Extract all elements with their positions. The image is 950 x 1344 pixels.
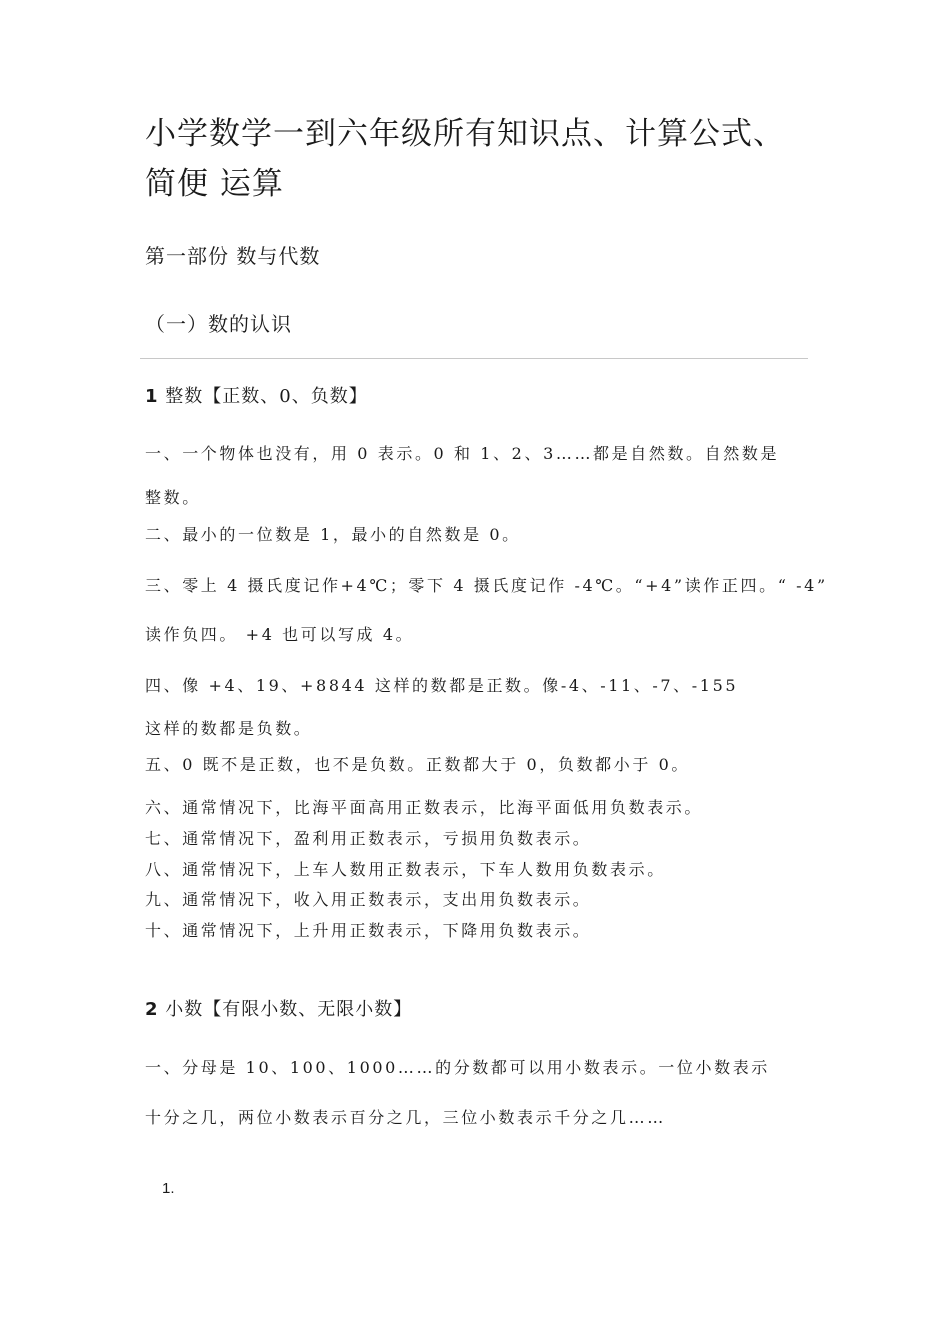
paragraph-line: 十、通常情况下，上升用正数表示，下降用负数表示。 — [145, 921, 592, 940]
paragraph-line: 整数。 — [145, 488, 201, 507]
paragraph-line: 二、最小的一位数是 1，最小的自然数是 0。 — [145, 525, 521, 544]
list-marker: 1. — [162, 1180, 175, 1197]
paragraph-line: 读作负四。 +4 也可以写成 4。 — [145, 625, 415, 644]
section-heading: （一）数的认识 — [145, 312, 292, 336]
paragraph-line: 八、通常情况下，上车人数用正数表示，下车人数用负数表示。 — [145, 860, 666, 879]
paragraph-line: 十分之几，两位小数表示百分之几，三位小数表示千分之几…… — [145, 1108, 666, 1127]
subsection-heading-integers — [145, 382, 368, 408]
paragraph-line: 六、通常情况下，比海平面高用正数表示，比海平面低用负数表示。 — [145, 798, 704, 817]
paragraph-line: 一、一个物体也没有，用 0 表示。0 和 1、2、3……都是自然数。自然数是 — [145, 444, 780, 463]
paragraph-line: 一、分母是 10、100、1000……的分数都可以用小数表示。一位小数表示 — [145, 1058, 770, 1077]
paragraph-line: 这样的数都是负数。 — [145, 719, 313, 738]
document-title-line-1: 小学数学一到六年级所有知识点、计算公式、 — [145, 116, 785, 152]
subsection-heading-decimals — [145, 995, 412, 1021]
paragraph-line: 四、像 +4、19、+8844 这样的数都是正数。像-4、-11、-7、-155 — [145, 676, 739, 695]
section-divider — [140, 358, 808, 359]
subsection-label: 小数【有限小数、无限小数】 — [165, 999, 413, 1020]
paragraph-line: 三、零上 4 摄氏度记作+4℃；零下 4 摄氏度记作 -4℃。“+4”读作正四。“ -4” — [145, 576, 828, 595]
paragraph-line: 五、0 既不是正数，也不是负数。正数都大于 0，负数都小于 0。 — [145, 755, 690, 774]
document-title-line-2: 简便 运算 — [145, 166, 284, 202]
subsection-label: 整数【正数、0、负数】 — [165, 386, 368, 407]
subsection-number: 2 — [145, 999, 159, 1020]
paragraph-line: 七、通常情况下，盈利用正数表示，亏损用负数表示。 — [145, 829, 592, 848]
part-heading: 第一部份 数与代数 — [145, 244, 321, 268]
paragraph-line: 九、通常情况下，收入用正数表示，支出用负数表示。 — [145, 890, 592, 909]
subsection-number: 1 — [145, 386, 159, 407]
